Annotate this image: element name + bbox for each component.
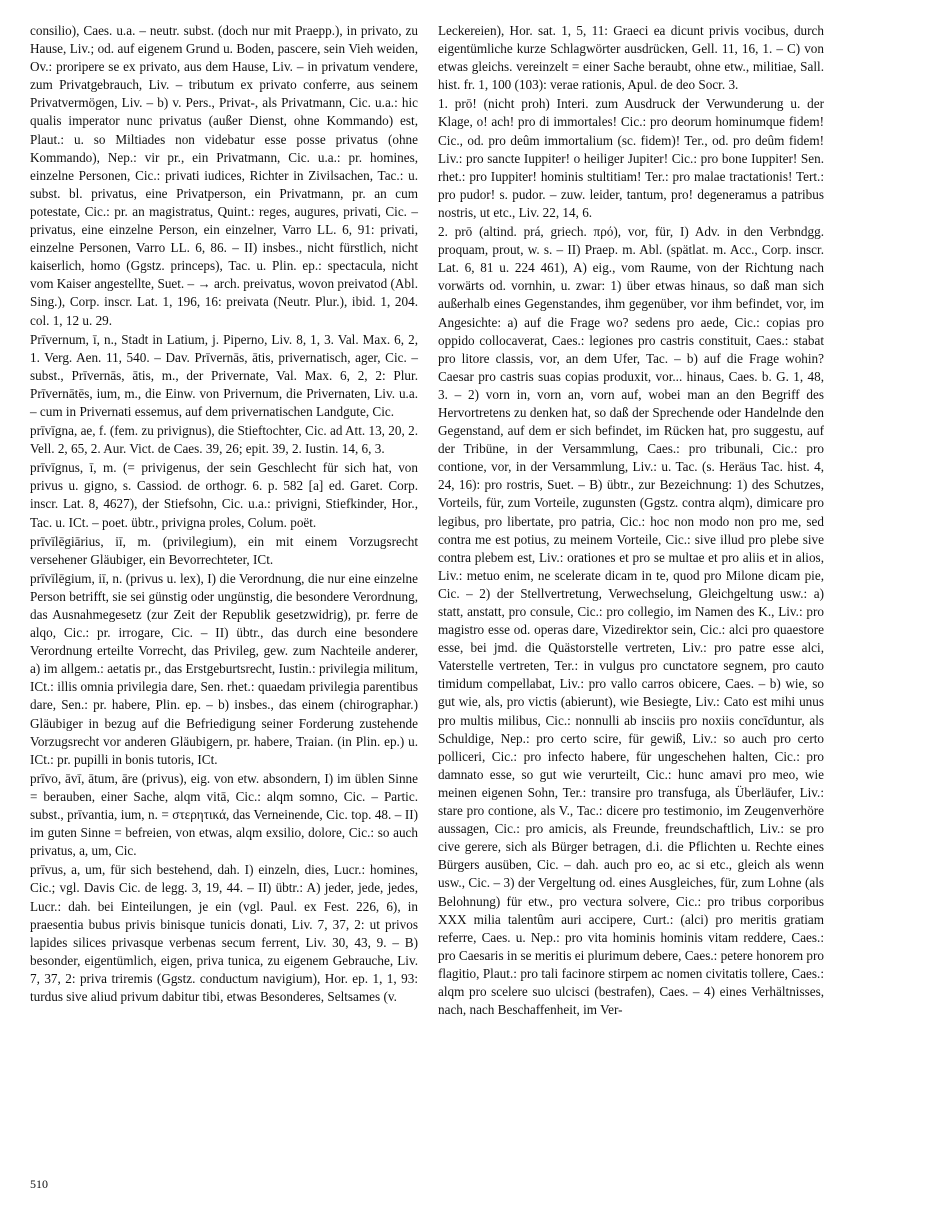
entry-privilegium: prīvīlēgium, iī, n. (privus u. lex), I) die Verordnung, die nur eine einzelne Person betrifft, sie sei günstig oder ungünstig, die besondere Verordnung, das Ausnahmegesetz (zur Zeit der Republik gesetzwidrig), pr. ferre de alqo, Cic.: pr. irrogare, Cic. – II) übtr., das durch eine besondere Verordnung erteilte Vorrecht, das Privileg, gew. zum Nachteile anderer, a) im allgem.: aetatis pr., das Erstgeburtsrecht, Iustin.: privilegia militum, ICt.: illis omnia privilegia dare, Sen. rhet.: quaedam privilegia parentibus dare, Sen.: pr. habere, Plin. ep. – b) insbes., das einem (chirographar.) Gläubiger in bezug auf die Befriedigung seiner Forderung zustehende Vorzugsrecht vor anderen Gläubigern, pr. habere, Traian. (in Plin. ep.) u. ICt.: pr. pupilli in bonis tutoris, ICt. (30, 570, 418, 767)
page-number: 510 (30, 1177, 48, 1191)
entry-privatus-continued: consilio), Caes. u.a. – neutr. subst. (doch nur mit Praepp.), in privato, zu Hause, Liv.; od. auf eigenem Grund u. Boden, pascere, sein Vieh weiden, Ov.: proripere se ex privato, aus dem Hause, Liv. – in privatum vendere, zum Privatgebrauch, Liv. – tributum ex privato conferre, aus seinem Privatvermögen, Liv. – b) v. Pers., Privat-, als Privatmann, Cic. u.a.: hic qualis imperator nunc privatus (außer Dienst, ohne Kommando) est, Plaut.: u. so Miltiades non videbatur esse posse privatus (ohne Kommando), Nep.: vir pr., ein Privatmann, Cic. u.a.: pr. homines, einzelne Personen, Cic.: privati iudices, Richter in Zivilsachen, Tac.: u. subst. bl. privatus, eine Privatperson, ein Privatmann, pr. an cum potestate, Cic.: pr. an magistratus, Quint.: reges, augures, privati, Cic. – privatus, eine einzelne Person, ein einzelner, Varro LL. 6, 91: privati, einzelne Personen, Varro LL. 6, 86. – II) insbes., nicht fürstlich, nicht kaiserlich, homo (Ggstz. princeps), Tac. u. Plin. ep.: spectacula, nicht vom Kaiser angestellte, Suet. – → arch. preivatus, wovon preivatod (Abl. Sing.), Corp. inscr. Lat. 1, 196, 16: preivata (Neutr. Plur.), ibid. 1, 204. col. 1, 12 u. 29. (30, 23, 418, 328)
entry-privilegiarius: prīvīlēgiārius, iī, m. (privilegium), ein mit einem Vorzugsrecht versehener Gläubiger, ein Bevorrechteter, ICt. (30, 533, 418, 567)
right-column (438, 22, 824, 1019)
entry-pro-preposition: 2. prō (altind. prá, griech. πρό), vor, für, I) Adv. in den Verbndgg. proquam, prout, w. s. – II) Praep. m. Abl. (spätlat. m. Acc., Corp. inscr. Lat. 6, 81 u. 224 461), A) eig., vom Raume, von der Richtung nach vorwärts od. vornhin, u. zwar: 1) über etwas hinaus, so daß man sich außerhalb eines Gegenstandes, ihm gegenüber, vor ihm befindet, vor, im Angesichte: a) auf die Frage wo? sedens pro aede, Cic.: copias pro oppido collocaverat, Caes.: legiones pro castris constituit, Caes.: stabat pro litore classis, vor, an dem Ufer, Tac. – b) auf die Frage wohin? Caesar pro castris suas copias produxit, vor... hinaus, Caes. b. G. 1, 48, 3. – 2) vorn in, vorn an, vorn auf, wobei man an den Begriff des Hervortretens zu denken hat, so daß der Sprechende oder Handelnde den Gegenstand, auf dem er sich befindet, im Rücken hat, pro suggestu, auf der Tribüne, in der Versammlung, Caes.: pro tribunali, Cic.: pro contione, vor, in der Versammlung, Liv.: u. Tac. (s. Heräus Tac. hist. 4, 24, 16): pro rostris, Suet. – B) übtr., zur Bezeichnung: 1) des Schutzes, Vorteils, für, zum Vorteile, zugunsten (Ggstz. contra alqm), dimicare pro legibus, pro libertate, pro patria, Cic.: hoc non modo non pro me, sed contra me est potius, zu meinem Vorteile, Cic.: sive illud pro plebe sive contra plebem est, Liv.: orationes et pro se multae et pro aliis et in alios, Liv.: metuo enim, ne scelerate dicam in te, quod pro Milone dicam pie, Cic. – 2) der Stellvertretung, Verwechselung, Gleichgeltung usw.: a) statt, anstatt, pro consule, Cic.: pro collegio, im Namen des K., Liv.: pro magistro esse od. operas dare, Vizedirektor sein, Cic.: alci pro quaestore esse, bei jmd. die Quästorstelle vertreten, Liv.: pro patre esse alci, Vaterstelle vertreten, Ter.: in vulgus pro cunctatore segnem, pro cauto timidum compellabat, Liv.: pro vallo carros obicere, Caes. – b) wie, so gut wie, als, pro victis (abierunt), wie Besiegte, Liv.: Cato est mihi unus pro multis milibus, Cic.: nonnulli ab insciis pro noxiis concīduntur, als Schuldige, Nep.: pro certo scire, für gewiß, Liv.: so auch pro certo polliceri, Cic.: pro infecto habere, für ungeschehen halten, Cic.: pro damnato esse, so gut wie verurteilt, Cic.: hunc amavi pro meo, wie meinen eigenen Sohn, Ter.: transire pro transfuga, als Überläufer, Liv.: stare pro contione, als V., Tac.: dicere pro testimonio, im Zeugenverhöre aussagen, Cic.: pro amicis, als Freunde, freundschaftlich, Liv.: se pro cive gerere, sich als Bürger betragen, d.i. die Pflichten u. Rechte eines Bürgers ausüben, Cic. – dah. auch pro eo, ac si etc., gleich als wenn usw., Cic. – 3) der Vergeltung od. eines Ausgleiches, für, zum Lohne (als Belohnung) für etw., pro vectura solvere, Cic.: pro tribus corporibus XXX milia talentûm auri accipere, Curt.: (alci) pro meritis gratiam referre, Caes. u. Nep.: pro vita hominis hominis vitam reddere, Caes.: pro Caesaris in se meritis ei plurimum debere, Caes.: petere honorem pro flagitio, Plaut.: pro tali facinore stirpem ac nomen civitatis tollere, Caes.: alqm pro scelere suo ulcisci (bestrafen), Caes. – 4) eines Verhältnisses, nach, nach Beschaffenheit, im Ver- (438, 224, 824, 1018)
entry-privus-continued: Leckereien), Hor. sat. 1, 5, 11: Graeci ea dicunt privis vocibus, durch eigentümliche kurze Schlagwörter ausdrücken, Gell. 11, 16, 1. – C) von etwas gleichs. vereinzelt = einer Sache beraubt, ohne etw., militiae, Sall. hist. fr. 1, 100 (103): verae rationis, Apul. de deo Socr. 3. (438, 23, 824, 93)
entry-pro-interjection: 1. prō! (nicht proh) Interi. zum Ausdruck der Verwunderung u. der Klage, o! ach! pro di immortales! Cic.: pro deorum hominumque fidem! Cic., od. pro deûm immortalium (sc. fidem)! Ter., od. pro deûm fidem! Liv.: pro sancte Iuppiter! o heiliger Jupiter! Cic.: pro bone Iuppiter! Sen. rhet.: pro Iuppiter! hominis stultitiam! Ter.: pro malae tractationis! Tert.: pro pudor! s. pudor. – zuw. leider, tantum, pro! degeneramus a patribus nostris, ut etc., Liv. 22, 14, 6. (438, 96, 824, 220)
entry-privigna: prīvīgna, ae, f. (fem. zu privignus), die Stieftochter, Cic. ad Att. 13, 20, 2. Vell. 2, 65, 2. Aur. Vict. de Caes. 39, 26; epit. 39, 2. Iustin. 14, 6, 3. (30, 423, 418, 457)
entry-privernum: Prīvernum, ī, n., Stadt in Latium, j. Piperno, Liv. 8, 1, 3. Val. Max. 6, 2, 1. Verg. Aen. 11, 540. – Dav. Prīvernās, ātis, privernatisch, ager, Cic. – subst., Prīvernās, ātis, m., der Privernate, Val. Max. 6, 2, 2: Plur. Prīvernātēs, ium, m., die Einw. von Privernum, die Privernaten, Liv. u.a. – cum in Privernati essemus, auf dem privernatischen Landgute, Cic. (30, 331, 418, 419)
entry-privus: prīvus, a, um, für sich bestehend, dah. I) einzeln, dies, Lucr.: homines, Cic.; vgl. Davis Cic. de legg. 3, 19, 44. – II) übtr.: A) jeder, jede, jedes, Lucr.: dah. bei Einteilungen, je ein (vgl. Paul. ex Fest. 226, 6), in praesentia bubus privis binisque tunicis donati, Liv. 7, 37, 2: ut privos lapides silices privasque verbenas secum ferrent, Liv. 30, 43, 9. – B) besonder, eigentümlich, eigen, priva tunica, zu eigenem Gebrauche, Liv. 7, 37, 2: priva triremis (Ggstz. conductum navigium), Hor. ep. 1, 1, 93: turdus sive aliud privum dabitur tibi, etwas Besonderes, Seltsames (v. (30, 862, 418, 1004)
left-column (30, 22, 418, 1006)
entry-privo: prīvo, āvī, ātum, āre (privus), eig. von etw. absondern, I) im üblen Sinne = berauben, einer Sache, alqm vitā, Cic.: alqm somno, Cic. – Partic. subst., prīvantia, ium, n. = στερητικά, das Verneinende, Cic. top. 48. – II) im guten Sinne = befreien, von etwas, alqm exsilio, dolore, Cic.: so auch privatus, a, um, Cic. (30, 770, 418, 859)
entry-privignus: prīvīgnus, ī, m. (= privigenus, der sein Geschlecht für sich hat, von privus u. gigno, s. Cassiod. de orthogr. 6. p. 582 [a] ed. Garet. Corp. inscr. Lat. 8, 4627), der Stiefsohn, Cic. u.a.: privigni, Stiefkinder, Hor., Tac. u. ICt. – poet. übtr., privigna proles, Colum. poët. (30, 460, 418, 530)
